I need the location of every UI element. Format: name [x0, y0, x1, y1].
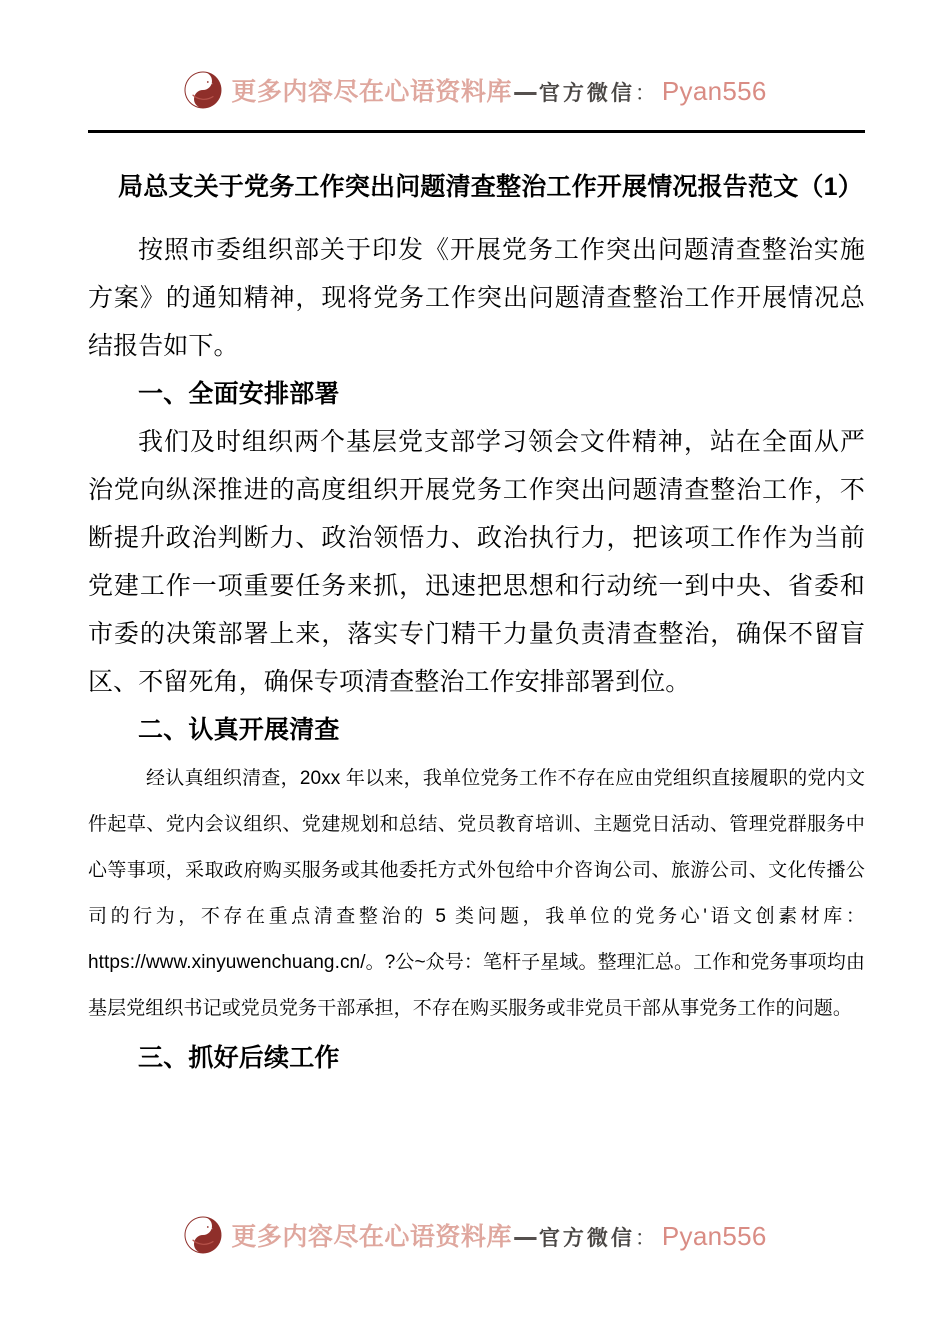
paragraph-section-two: 经认真组织清查，20xx 年以来，我单位党务工作不存在应由党组织直接履职的党内文件起草、党内会议组织、党建规划和总结、党员教育培训、主题党日活动、管理党群服务中心等事项，采取政府购买服务或其他委托方式外包给中介咨询公司、旅游公司、文化传播公司的行为，不存在重点清查整治的 5 类问题，我单位的党务心'语文创素材库：https://www.xinyuwenchuang.cn/。?公~众号：笔杆子星域。整理汇总。工作和党务事项均由基层党组织书记或党员党务干部承担，不存在购买服务或非党员干部从事党务工作的问题。 — [88, 768, 865, 1019]
fish-yinyang-logo-icon — [183, 70, 223, 110]
watermark-brand-text: 更多内容尽在心语资料库 — [231, 77, 512, 106]
section-heading-two: 二、认真开展清查 — [138, 716, 340, 744]
watermark-colon: ： — [634, 82, 656, 105]
watermark-wechat-id: Pyan556 — [661, 1221, 767, 1251]
watermark-wechat-label: 官方微信 — [538, 80, 635, 105]
page-title: 局总支关于党务工作突出问题清查整治工作开展情况报告范文（1） — [118, 173, 863, 201]
paragraph-section-one: 我们及时组织两个基层党支部学习领会文件精神，站在全面从严治党向纵深推进的高度组织开展党务工作突出问题清查整治工作，不断提升政治判断力、政治领悟力、政治执行力，把该项工作作为当前党建工作一项重要任务来抓，迅速把思想和行动统一到中央、省委和市委的决策部署上来，落实专门精干力量负责清查整治，确保不留盲区、不留死角，确保专项清查整治工作安排部署到位。 — [88, 428, 865, 696]
paragraph-intro: 按照市委组织部关于印发《开展党务工作突出问题清查整治实施方案》的通知精神，现将党务工作突出问题清查整治工作开展情况总结报告如下。 — [88, 236, 865, 360]
document-body — [88, 168, 865, 1082]
section-heading-three: 三、抓好后续工作 — [138, 1044, 340, 1072]
footer-watermark — [0, 1211, 950, 1259]
section-heading-one: 一、全面安排部署 — [138, 380, 340, 408]
watermark-wechat-id: Pyan556 — [661, 76, 767, 106]
watermark-brand-text: 更多内容尽在心语资料库 — [231, 1222, 512, 1251]
header-watermark — [0, 66, 950, 114]
watermark-text-group — [231, 1217, 766, 1253]
fish-yinyang-logo-icon — [183, 1215, 223, 1255]
watermark-wechat-label: 官方微信 — [538, 1225, 635, 1250]
watermark-dash: — — [512, 1222, 538, 1251]
header-divider — [88, 130, 865, 133]
watermark-text-group — [231, 72, 766, 108]
watermark-dash: — — [512, 77, 538, 106]
watermark-colon: ： — [634, 1227, 656, 1250]
